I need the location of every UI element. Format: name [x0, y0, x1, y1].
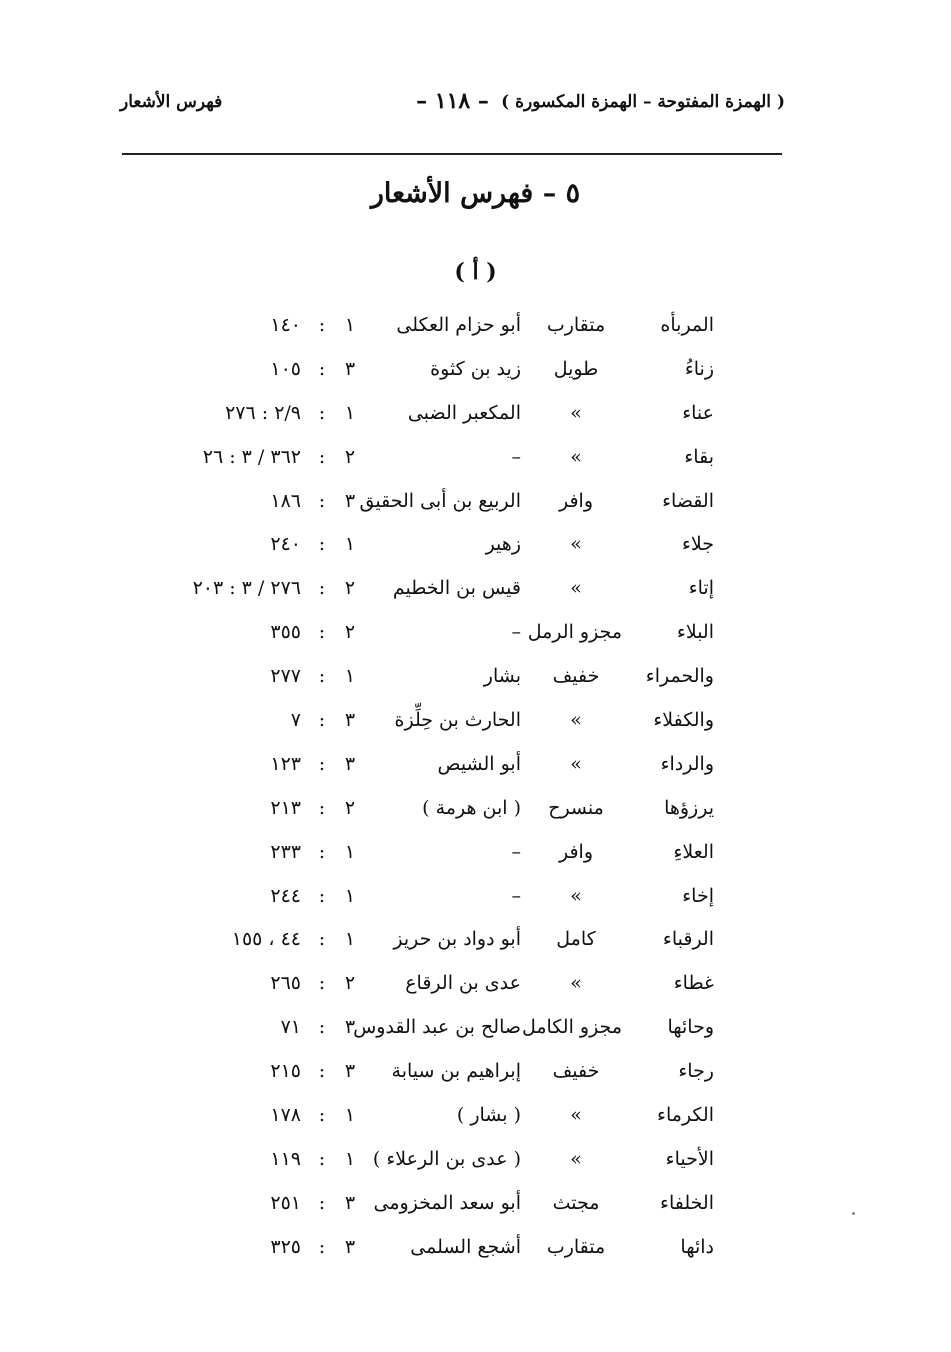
poet-name: المكعبر الضبى: [407, 401, 521, 424]
separator: :: [318, 1147, 326, 1170]
poet-name: قيس بن الخطيم: [392, 577, 521, 600]
separator: :: [318, 709, 326, 732]
volume-number: ٣: [344, 1060, 356, 1083]
volume-number: ٣: [344, 1235, 356, 1258]
table-row: [0, 791, 951, 835]
volume-number: ٣: [344, 709, 356, 732]
volume-number: ١: [344, 840, 356, 863]
page-reference: ٣٦٢ / ٣ : ٢٦: [202, 445, 301, 468]
section-range: ( الهمزة المفتوحة – الهمزة المكسورة ): [501, 92, 785, 112]
separator: :: [318, 577, 326, 600]
rhyme-word: القضاء: [662, 489, 714, 512]
page-reference: ١٠٥: [270, 357, 301, 380]
separator: :: [318, 314, 326, 336]
page-reference: ١٧٨: [270, 1104, 301, 1127]
meter: متقارب: [546, 1235, 606, 1258]
meter: »: [570, 709, 582, 732]
rhyme-word: والكفلاء: [653, 709, 714, 732]
table-row: [0, 615, 951, 659]
poet-name: أبو الشيص: [437, 752, 521, 775]
volume-number: ٢: [344, 621, 356, 644]
running-head: [120, 88, 785, 122]
table-row: [0, 922, 951, 966]
page-reference: ٧: [290, 709, 301, 732]
table-row: [0, 440, 951, 484]
page-reference: ٢٥١: [270, 1191, 301, 1214]
separator: :: [318, 752, 326, 775]
page-reference: ٢٦٥: [270, 972, 301, 995]
rhyme-word: عناء: [682, 401, 714, 424]
table-row: [0, 1010, 951, 1054]
separator: :: [318, 1060, 326, 1083]
separator: :: [318, 796, 326, 819]
separator: :: [318, 401, 326, 424]
volume-number: ١: [344, 314, 356, 336]
page-reference: ٣٥٥: [270, 621, 301, 644]
meter: مجزو الكامل: [521, 1016, 622, 1039]
poet-name: –: [511, 840, 521, 863]
rhyme-word: جلاء: [681, 533, 714, 556]
table-row: [0, 1098, 951, 1142]
meter: مجتث: [552, 1191, 600, 1214]
table-row: [0, 527, 951, 571]
rhyme-word: المربأه: [660, 314, 714, 336]
rhyme-word: الأحياء: [665, 1147, 714, 1170]
separator: :: [318, 1235, 326, 1258]
meter: مجزو الرمل: [527, 621, 622, 644]
meter: طويل: [553, 357, 599, 380]
poet-name: –: [511, 621, 521, 644]
poet-name: زيد بن كثوة: [430, 357, 521, 380]
separator: :: [318, 972, 326, 995]
rhyme-word: زناءُ: [684, 357, 714, 380]
running-title: فهرس الأشعار: [120, 92, 223, 112]
poet-name: صالح بن عبد القدوس: [353, 1016, 521, 1039]
page-number: – ١١٨ –: [416, 88, 489, 114]
volume-number: ١: [344, 928, 356, 951]
volume-number: ١: [344, 401, 356, 424]
page-reference: ٢٤٤: [270, 884, 301, 907]
rhyme-word: يرزؤها: [664, 796, 714, 819]
meter: »: [570, 1104, 582, 1127]
poet-name: أبو دواد بن حريز: [393, 928, 521, 951]
separator: :: [318, 1191, 326, 1214]
volume-number: ١: [344, 1104, 356, 1127]
table-row: [0, 1142, 951, 1186]
rhyme-word: الرقباء: [662, 928, 714, 951]
separator: :: [318, 1104, 326, 1127]
page-reference: ١٤٠: [270, 314, 301, 336]
volume-number: ١: [344, 1147, 356, 1170]
volume-number: ٣: [344, 357, 356, 380]
rhyme-word: العلاءِ: [673, 840, 714, 863]
rhyme-word: البلاء: [676, 621, 714, 644]
poet-name: زهير: [485, 533, 521, 556]
poet-name: عدى بن الرقاع: [405, 972, 521, 995]
page-reference: ٢٧٧: [270, 665, 301, 688]
page-title: ٥ – فهرس الأشعار: [370, 178, 581, 209]
separator: :: [318, 621, 326, 644]
poet-name: ( ابن هرمة ): [422, 796, 521, 819]
poet-name: إبراهيم بن سيابة: [391, 1060, 521, 1083]
table-row: [0, 352, 951, 396]
index-table: [0, 308, 951, 1274]
page-reference: ٢٧٦ / ٣ : ٢٠٣: [192, 577, 301, 600]
page-reference: ١١٩: [270, 1147, 301, 1170]
table-row: [0, 396, 951, 440]
rhyme-word: الكرماء: [657, 1104, 714, 1127]
rhyme-word: وحائها: [667, 1016, 714, 1039]
rhyme-word: غطاء: [673, 972, 714, 995]
volume-number: ١: [344, 533, 356, 556]
poet-name: –: [511, 445, 521, 468]
rhyme-word: إخاء: [682, 884, 714, 907]
table-row: [0, 879, 951, 923]
poet-name: الحارث بن حِلِّزة: [394, 709, 521, 732]
page-reference: ٢١٥: [270, 1060, 301, 1083]
meter: »: [570, 533, 582, 556]
rhyme-word: رجاء: [678, 1060, 714, 1083]
volume-number: ٣: [344, 1191, 356, 1214]
meter: »: [570, 884, 582, 907]
separator: :: [318, 445, 326, 468]
volume-number: ٣: [344, 1016, 356, 1039]
table-row: [0, 308, 951, 352]
separator: :: [318, 665, 326, 688]
poet-name: أبو حزام العكلى: [396, 314, 521, 336]
separator: :: [318, 928, 326, 951]
volume-number: ٢: [344, 577, 356, 600]
meter: »: [570, 445, 582, 468]
table-row: [0, 1230, 951, 1274]
page-reference: ٢١٣: [270, 796, 301, 819]
page-reference: ١٢٣: [270, 752, 301, 775]
header-rule: [122, 153, 782, 155]
table-row: [0, 571, 951, 615]
meter: »: [570, 752, 582, 775]
meter: خفيف: [552, 665, 600, 688]
table-row: [0, 659, 951, 703]
table-row: [0, 1054, 951, 1098]
rhyme-word: الخلفاء: [660, 1191, 714, 1214]
volume-number: ٢: [344, 796, 356, 819]
meter: »: [570, 577, 582, 600]
table-row: [0, 484, 951, 528]
table-row: [0, 835, 951, 879]
poet-name: ( بشار ): [456, 1104, 521, 1127]
page-reference: ٢٣٣: [270, 840, 301, 863]
rhyme-word: إتاء: [688, 577, 714, 600]
poet-name: أشجع السلمى: [410, 1235, 521, 1258]
meter: منسرح: [548, 796, 604, 819]
poet-name: –: [511, 884, 521, 907]
rhyme-word: بقاء: [684, 445, 714, 468]
volume-number: ١: [344, 665, 356, 688]
table-row: [0, 703, 951, 747]
meter: متقارب: [546, 314, 606, 336]
meter: كامل: [556, 928, 596, 951]
rhyme-word: والرداء: [660, 752, 714, 775]
page-reference: ٧١: [280, 1016, 301, 1039]
separator: :: [318, 840, 326, 863]
rhyme-word: دائها: [680, 1235, 714, 1258]
separator: :: [318, 489, 326, 512]
poet-name: الربيع بن أبى الحقيق: [359, 489, 521, 512]
separator: :: [318, 357, 326, 380]
letter-heading: ( أ ): [454, 259, 497, 285]
separator: :: [318, 1016, 326, 1039]
page-reference: ١٨٦: [270, 489, 301, 512]
scan-speck: [852, 1212, 855, 1215]
poet-name: بشار: [483, 665, 521, 688]
poet-name: ( عدى بن الرعلاء ): [372, 1147, 521, 1170]
volume-number: ٣: [344, 752, 356, 775]
volume-number: ٢: [344, 445, 356, 468]
volume-number: ٢: [344, 972, 356, 995]
table-row: [0, 747, 951, 791]
page-reference: ٢٤٠: [270, 533, 301, 556]
separator: :: [318, 533, 326, 556]
volume-number: ١: [344, 884, 356, 907]
rhyme-word: والحمراء: [645, 665, 714, 688]
meter: »: [570, 401, 582, 424]
meter: وافر: [558, 840, 594, 863]
volume-number: ٣: [344, 489, 356, 512]
meter: وافر: [558, 489, 594, 512]
table-row: [0, 966, 951, 1010]
poet-name: أبو سعد المخزومى: [373, 1191, 521, 1214]
meter: »: [570, 972, 582, 995]
table-row: [0, 1186, 951, 1230]
separator: :: [318, 884, 326, 907]
page-reference: ٤٤ ، ١٥٥: [231, 928, 301, 951]
page-reference: ٢/٩ : ٢٧٦: [225, 401, 301, 424]
page-reference: ٣٢٥: [270, 1235, 301, 1258]
meter: »: [570, 1147, 582, 1170]
meter: خفيف: [552, 1060, 600, 1083]
